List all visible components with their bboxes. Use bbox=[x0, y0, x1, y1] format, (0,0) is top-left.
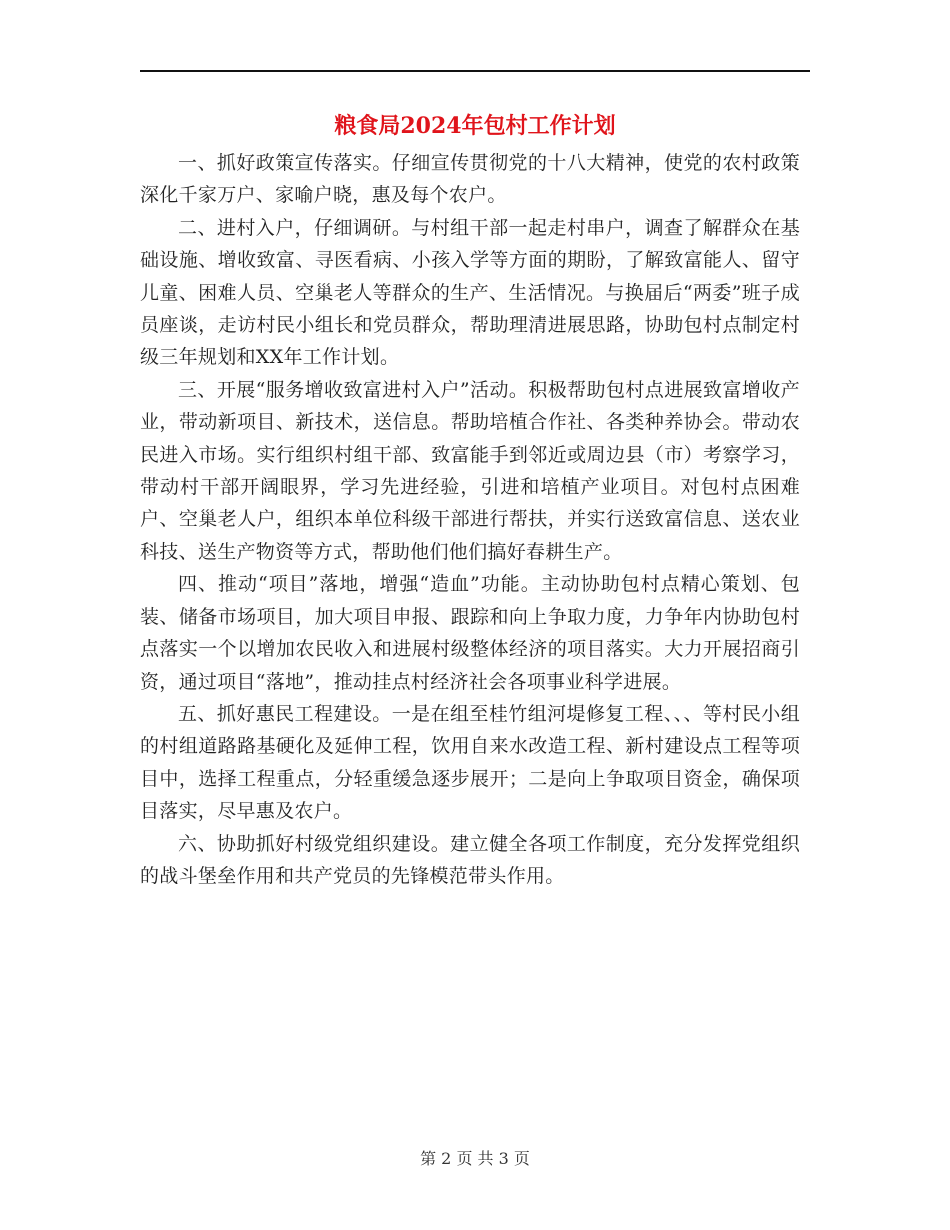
paragraph-2: 二、进村入户，仔细调研。与村组干部一起走村串户，调查了解群众在基础设施、增收致富、寻医看病、小孩入学等方面的期盼，了解致富能人、留守儿童、困难人员、空巢老人等群众的生产、生活情况。与换届后“两委”班子成员座谈，走访村民小组长和党员群众，帮助理清进展思路，协助包村点制定村级三年规划和XX年工作计划。 bbox=[140, 216, 800, 369]
paragraph-5: 五、抓好惠民工程建设。一是在组至桂竹组河堤修复工程、、、等村民小组的村组道路路基硬化及延伸工程，饮用自来水改造工程、新村建设点工程等项目中，选择工程重点，分轻重缓急逐步展开；二是向上争取项目资金，确保项目落实，尽早惠及农户。 bbox=[140, 702, 800, 823]
paragraph-4: 四、推动“项目”落地，增强“造血”功能。主动协助包村点精心策划、包装、储备市场项目，加大项目申报、跟踪和向上争取力度，力争年内协助包村点落实一个以增加农民收入和进展村级整体经济的项目落实。大力开展招商引资，通过项目“落地”，推动挂点村经济社会各项事业科学进展。 bbox=[140, 573, 800, 693]
paragraph-1: 一、抓好政策宣传落实。仔细宣传贯彻党的十八大精神，使党的农村政策深化千家万户、家喻户晓，惠及每个农户。 bbox=[140, 152, 800, 207]
page-number-footer: 第 2 页 共 3 页 bbox=[420, 1149, 530, 1168]
document-body bbox=[140, 147, 800, 892]
document-title: 粮食局2024年包村工作计划 bbox=[334, 113, 616, 139]
paragraph-3: 三、开展“服务增收致富进村入户”活动。积极帮助包村点进展致富增收产业，带动新项目、新技术，送信息。帮助培植合作社、各类种养协会。带动农民进入市场。实行组织村组干部、致富能手到邻近或周边县（市）考察学习，带动村干部开阔眼界，学习先进经验，引进和培植产业项目。对包村点困难户、空巢老人户，组织本单位科级干部进行帮扶，并实行送致富信息、送农业科技、送生产物资等方式，帮助他们他们搞好春耕生产。 bbox=[140, 378, 800, 563]
paragraph-6: 六、协助抓好村级党组织建设。建立健全各项工作制度，充分发挥党组织的战斗堡垒作用和共产党员的先锋模范带头作用。 bbox=[140, 832, 800, 887]
header-rule bbox=[140, 70, 810, 72]
